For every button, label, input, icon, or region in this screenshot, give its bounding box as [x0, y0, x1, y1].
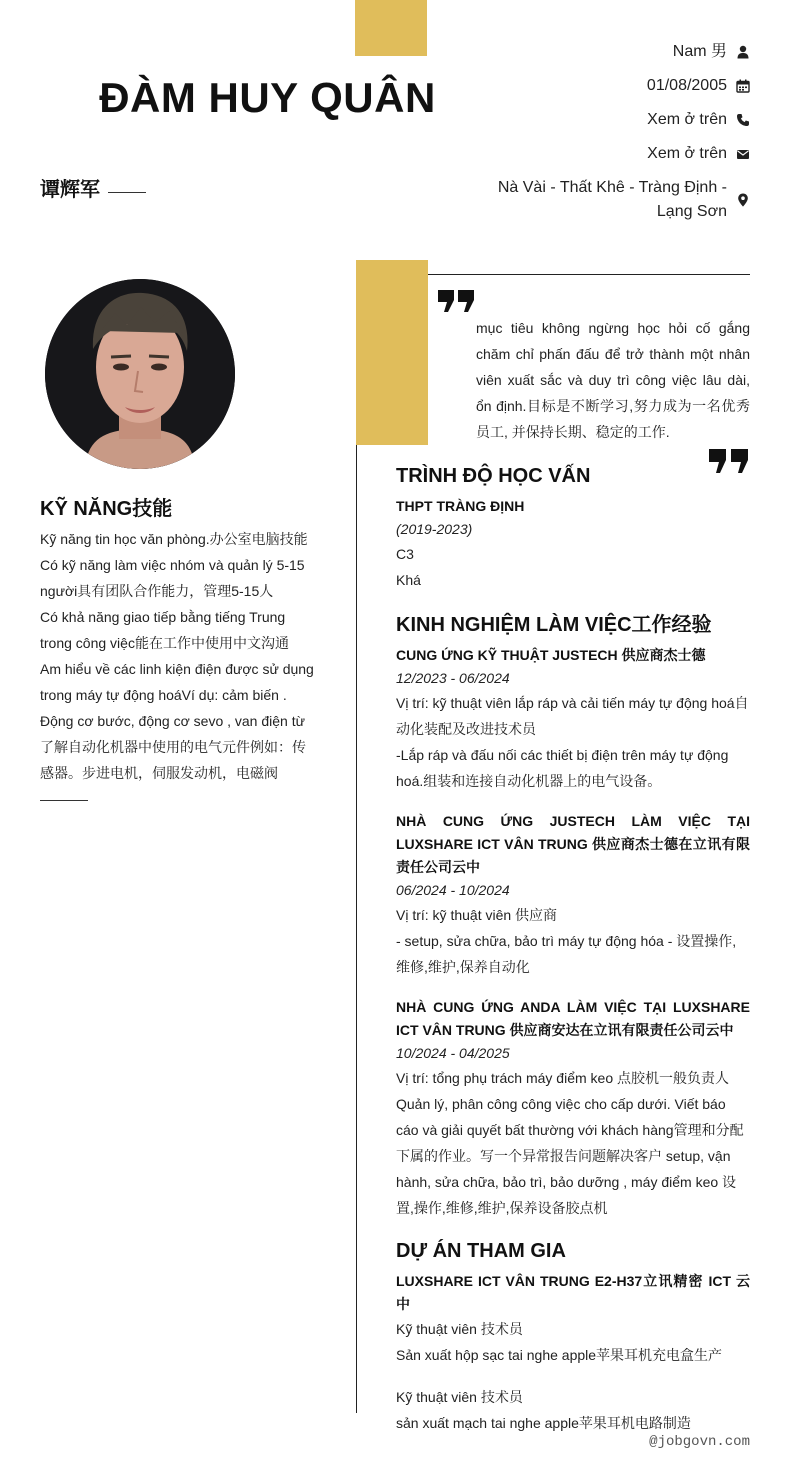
- skills-heading: KỸ NĂNG技能: [40, 498, 173, 520]
- footer-watermark: @jobgovn.com: [649, 1434, 750, 1450]
- experience-item: [396, 996, 750, 1221]
- map-pin-icon: [736, 193, 750, 207]
- column-divider: [356, 445, 357, 1413]
- contact-address: [487, 176, 750, 224]
- calendar-icon: [736, 79, 750, 93]
- contact-birthdate-text: 01/08/2005: [646, 77, 727, 94]
- contact-email-text: Xem ở trên: [647, 145, 727, 162]
- experience-period: 06/2024 - 10/2024: [396, 882, 510, 898]
- skill-item: Có khả năng giao tiếp bằng tiếng Trung trong công việc能在工作中使用中文沟通: [40, 609, 289, 651]
- contact-gender: [673, 40, 750, 64]
- experience-item: [396, 644, 750, 794]
- career-objective: mục tiêu không ngừng học hỏi cố gắng chăm chỉ phấn đấu để trở thành một nhân viên xuất sắc và duy trì công việc lâu dài, ổn định.目标是不断学习,努力成为一名优秀员工, 并保持长期、稳定的工作.: [476, 320, 750, 440]
- contact-phone-text: Xem ở trên: [647, 111, 727, 128]
- profile-photo: [45, 279, 235, 469]
- envelope-icon: [736, 147, 750, 161]
- projects-heading: DỰ ÁN THAM GIA: [396, 1240, 566, 1262]
- experience-detail: Quản lý, phân công công việc cho cấp dưới. Viết báo cáo và giải quyết bất thường với khách hàng管理和分配下属的作业。写一个异常报告问题解决客户 setup, vận hành, sửa chữa, bảo trì, bảo dưỡng , máy điểm keo 设置,操作,维修,维护,保养设备胶点机: [396, 1096, 744, 1216]
- education-detail: C3: [396, 546, 414, 562]
- project-detail: sản xuất mạch tai nghe apple苹果耳机电路制造: [396, 1415, 691, 1431]
- top-accent-bar: [355, 0, 427, 56]
- contact-gender-text: Nam 男: [672, 43, 727, 60]
- experience-period: 12/2023 - 06/2024: [396, 670, 510, 686]
- project-detail: Kỹ thuật viên 技术员: [396, 1389, 523, 1405]
- project-detail: Kỹ thuật viên 技术员: [396, 1321, 523, 1337]
- experience-detail: Vị trí: kỹ thuật viên lắp ráp và cải tiến máy tự động hoá自动化装配及改进技术员: [396, 695, 749, 737]
- project-org: LUXSHARE ICT VÂN TRUNG E2-H37立讯精密 ICT 云中: [396, 1273, 750, 1312]
- experience-detail: Vị trí: tổng phụ trách máy điểm keo 点胶机一般负责人: [396, 1070, 729, 1086]
- candidate-chinese-name: 谭辉军: [40, 179, 100, 201]
- skill-item: Kỹ năng tin học văn phòng.办公室电脑技能: [40, 531, 308, 547]
- experience-period: 10/2024 - 04/2025: [396, 1045, 510, 1061]
- skills-list: [40, 526, 316, 786]
- experience-item: [396, 810, 750, 980]
- name-underline: [108, 192, 146, 193]
- right-column: [396, 460, 750, 1436]
- education-period: (2019-2023): [396, 521, 473, 537]
- experience-org: NHÀ CUNG ỨNG ANDA LÀM VIỆC TẠI LUXSHARE ICT VÂN TRUNG 供应商安达在立讯有限责任公司云中: [396, 999, 750, 1038]
- skill-item: Am hiểu về các linh kiện điện được sử dụng trong máy tự động hoáVí dụ: cảm biến . Động cơ bước, động cơ sevo , van điện từ了解自动化机器中使用的电气元件例如：传感器。步进电机，伺服发动机，电磁阀: [40, 661, 314, 781]
- quote-open-icon: [437, 289, 477, 313]
- experience-detail: -Lắp ráp và đấu nối các thiết bị điện trên máy tự động hoá.组装和连接自动化机器上的电气设备。: [396, 747, 729, 789]
- experience-detail: - setup, sửa chữa, bảo trì máy tự động hóa - 设置操作,维修,维护,保养自动化: [396, 933, 737, 975]
- experience-org: CUNG ỨNG KỸ THUẬT JUSTECH 供应商杰士德: [396, 647, 706, 663]
- contact-email: [647, 142, 750, 166]
- candidate-name: ĐÀM HUY QUÂN: [99, 74, 436, 121]
- skills-end-rule: [40, 800, 88, 801]
- skill-item: Có kỹ năng làm việc nhóm và quản lý 5-15 người具有团队合作能力，管理5-15人: [40, 557, 305, 599]
- experience-heading: KINH NGHIỆM LÀM VIỆC工作经验: [396, 614, 712, 636]
- objective-accent-block: [356, 260, 428, 445]
- contact-phone: [647, 108, 750, 132]
- phone-icon: [736, 113, 750, 127]
- objective-top-rule: [428, 274, 750, 275]
- education-heading: TRÌNH ĐỘ HỌC VẤN: [396, 465, 591, 487]
- person-icon: [736, 45, 750, 59]
- education-detail: Khá: [396, 572, 421, 588]
- project-detail: Sản xuất hộp sạc tai nghe apple苹果耳机充电盒生产: [396, 1347, 723, 1363]
- education-school: THPT TRÀNG ĐỊNH: [396, 498, 525, 514]
- contact-address-text: Nà Vài - Thất Khê - Tràng Định - Lạng Sơn: [497, 179, 727, 220]
- contact-birthdate: [647, 74, 750, 98]
- experience-org: NHÀ CUNG ỨNG JUSTECH LÀM VIỆC TẠI LUXSHARE ICT VÂN TRUNG 供应商杰士德在立讯有限责任公司云中: [396, 813, 750, 875]
- experience-detail: Vị trí: kỹ thuật viên 供应商: [396, 907, 558, 923]
